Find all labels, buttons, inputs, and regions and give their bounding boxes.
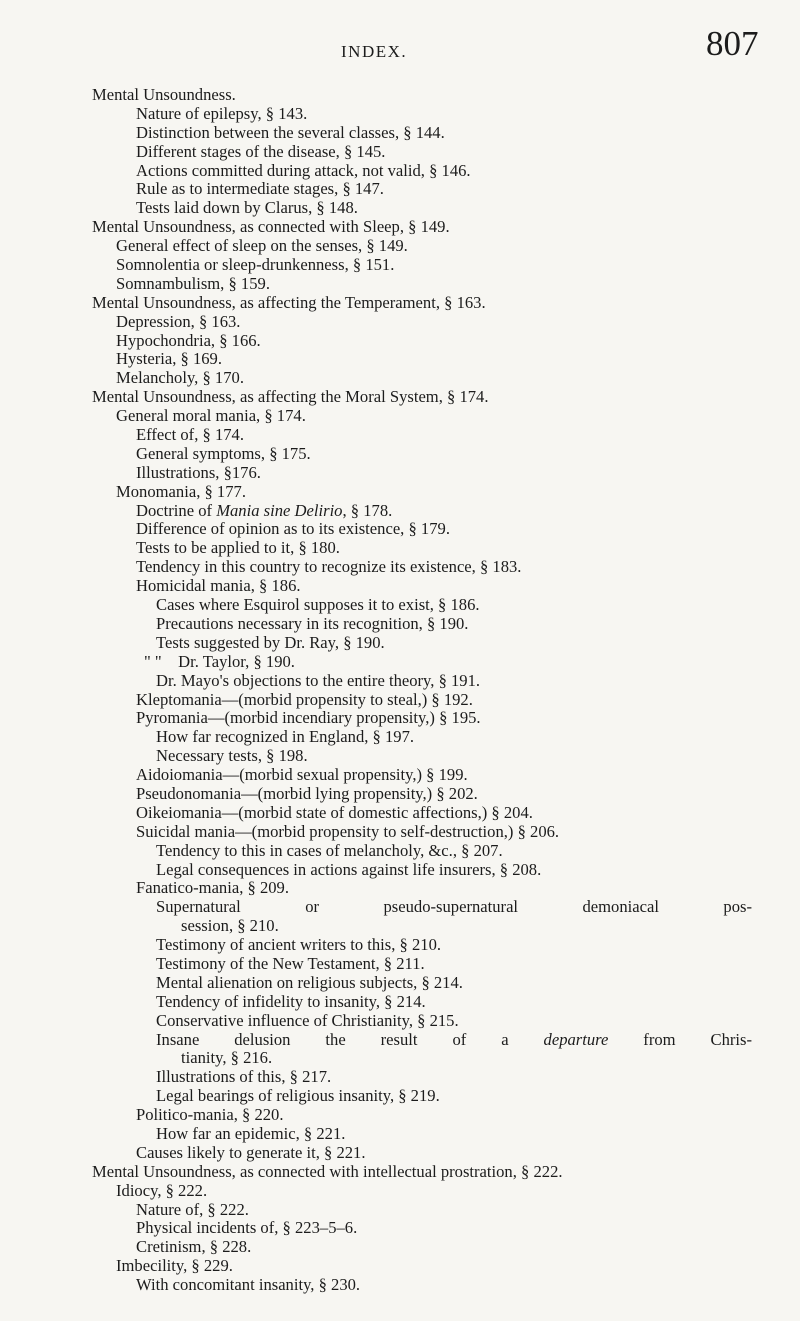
page-number: 807 bbox=[706, 24, 759, 63]
index-subentry-continuation: session, § 210. bbox=[181, 916, 279, 936]
index-subentry: Pseudonomania—(morbid lying propensity,) § 202. bbox=[136, 783, 478, 803]
index-subentry: Cretinism, § 228. bbox=[136, 1237, 252, 1257]
index-subentry: Testimony of the New Testament, § 211. bbox=[156, 953, 425, 973]
index-subentry-departure bbox=[92, 1031, 752, 1050]
index-subentry: Conservative influence of Christianity, § 215. bbox=[156, 1010, 459, 1030]
index-subentry: Actions committed during attack, not valid, § 146. bbox=[136, 160, 471, 180]
index-subentry-continuation: tianity, § 216. bbox=[181, 1048, 273, 1068]
entry-italic-term: Mania sine Delirio bbox=[216, 500, 343, 520]
index-subentry: Hypochondria, § 166. bbox=[116, 330, 261, 350]
index-subentry: Homicidal mania, § 186. bbox=[136, 576, 301, 596]
index-subentry: Tests laid down by Clarus, § 148. bbox=[136, 198, 358, 218]
index-subentry: Illustrations of this, § 217. bbox=[156, 1067, 332, 1087]
index-subentry: Tests to be applied to it, § 180. bbox=[136, 538, 340, 558]
index-subentry: Kleptomania—(morbid propensity to steal,) § 192. bbox=[136, 689, 473, 709]
index-heading: Mental Unsoundness, as affecting the Temperament, § 163. bbox=[92, 292, 486, 312]
ditto-marks: " " bbox=[144, 651, 162, 671]
index-subentry: Legal consequences in actions against life insurers, § 208. bbox=[156, 859, 542, 879]
entry-text: , § 178. bbox=[342, 500, 393, 520]
index-subentry: Precautions necessary in its recognition, § 190. bbox=[156, 613, 469, 633]
index-subentry: General effect of sleep on the senses, § 149. bbox=[116, 236, 408, 256]
index-subentry: Oikeiomania—(morbid state of domestic affections,) § 204. bbox=[136, 802, 533, 822]
index-heading: Mental Unsoundness, as connected with Sleep, § 149. bbox=[92, 217, 450, 237]
index-subentry: Melancholy, § 170. bbox=[116, 368, 244, 388]
entry-text: Dr. Taylor, § 190. bbox=[178, 651, 295, 671]
index-subentry: Distinction between the several classes, § 144. bbox=[136, 122, 445, 142]
index-subentry: Effect of, § 174. bbox=[136, 425, 244, 445]
index-subentry: Mental alienation on religious subjects, § 214. bbox=[156, 972, 463, 992]
index-subentry: Monomania, § 177. bbox=[116, 481, 246, 501]
entry-text: from Chris- bbox=[608, 1029, 752, 1049]
index-subentry-ditto bbox=[92, 653, 752, 672]
index-subentry: General moral mania, § 174. bbox=[116, 406, 306, 426]
index-subentry: How far an epidemic, § 221. bbox=[156, 1123, 346, 1143]
index-subentry: Somnolentia or sleep-drunkenness, § 151. bbox=[116, 255, 395, 275]
index-subentry: Pyromania—(morbid incendiary propensity,) § 195. bbox=[136, 708, 481, 728]
entry-text: Doctrine of bbox=[136, 500, 217, 520]
index-subentry: Hysteria, § 169. bbox=[116, 349, 222, 369]
index-subentry: Aidoiomania—(morbid sexual propensity,) § 199. bbox=[136, 765, 468, 785]
index-subentry: Politico-mania, § 220. bbox=[136, 1105, 284, 1125]
index-subentry: Tendency in this country to recognize its existence, § 183. bbox=[136, 557, 522, 577]
index-subentry: Tendency to this in cases of melancholy, &c., § 207. bbox=[156, 840, 503, 860]
index-subentry: Causes likely to generate it, § 221. bbox=[136, 1142, 366, 1162]
index-subentry: Rule as to intermediate stages, § 147. bbox=[136, 179, 384, 199]
index-subentry: Tests suggested by Dr. Ray, § 190. bbox=[156, 632, 385, 652]
index-subentry: Dr. Mayo's objections to the entire theory, § 191. bbox=[156, 670, 481, 690]
index-subentry: Necessary tests, § 198. bbox=[156, 746, 308, 766]
index-heading: Mental Unsoundness, as affecting the Moral System, § 174. bbox=[92, 387, 489, 407]
index-subentry: Different stages of the disease, § 145. bbox=[136, 141, 386, 161]
index-subentry: Supernatural or pseudo-supernatural demoniacal pos- bbox=[156, 897, 752, 917]
index-heading: Mental Unsoundness, as connected with intellectual prostration, § 222. bbox=[92, 1161, 563, 1181]
page-header bbox=[0, 0, 800, 80]
index-subentry-mania-sine-delirio bbox=[92, 502, 752, 521]
index-subentry: Depression, § 163. bbox=[116, 311, 241, 331]
index-subentry: Illustrations, §176. bbox=[136, 462, 261, 482]
index-subentry: How far recognized in England, § 197. bbox=[156, 727, 415, 747]
entry-text: Insane delusion the result of a bbox=[156, 1029, 544, 1049]
index-subentry: Imbecility, § 229. bbox=[116, 1256, 233, 1276]
index-subentry: Physical incidents of, § 223–5–6. bbox=[136, 1218, 358, 1238]
index-subentry: Legal bearings of religious insanity, § 219. bbox=[156, 1086, 440, 1106]
index-subentry: Testimony of ancient writers to this, § 210. bbox=[156, 935, 442, 955]
index-subentry: Cases where Esquirol supposes it to exist, § 186. bbox=[156, 595, 480, 615]
index-subentry: Suicidal mania—(morbid propensity to self-destruction,) § 206. bbox=[136, 821, 560, 841]
index-subentry: With concomitant insanity, § 230. bbox=[136, 1275, 361, 1295]
index-subentry: Idiocy, § 222. bbox=[116, 1180, 208, 1200]
entry-italic-term: departure bbox=[543, 1029, 609, 1049]
index-subentry: Nature of epilepsy, § 143. bbox=[136, 103, 308, 123]
running-head-title: INDEX. bbox=[341, 42, 408, 61]
index-subentry: General symptoms, § 175. bbox=[136, 443, 311, 463]
index-subentry: Fanatico-mania, § 209. bbox=[136, 878, 289, 898]
index-subentry: Nature of, § 222. bbox=[136, 1199, 249, 1219]
index-list bbox=[92, 86, 752, 1295]
index-heading: Mental Unsoundness. bbox=[92, 85, 236, 104]
index-subentry: Difference of opinion as to its existence, § 179. bbox=[136, 519, 450, 539]
index-subentry: Somnambulism, § 159. bbox=[116, 273, 270, 293]
index-subentry: Tendency of infidelity to insanity, § 214. bbox=[156, 991, 426, 1011]
